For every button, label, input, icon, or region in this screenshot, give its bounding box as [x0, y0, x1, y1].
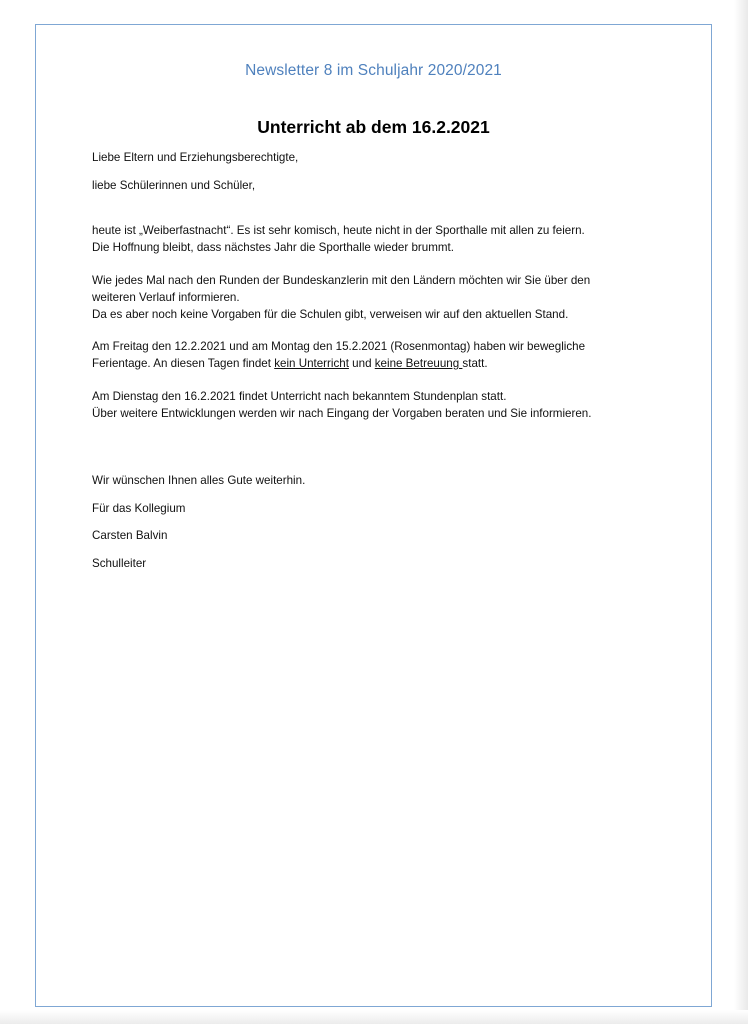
paragraph-line: Über weitere Entwicklungen werden wir nach Eingang der Vorgaben beraten und Sie informieren.: [92, 407, 592, 420]
signoff-kollegium: Für das Kollegium: [92, 502, 186, 515]
paragraph-bundeskanzlerin: [92, 272, 652, 323]
paragraph-weiberfastnacht: [92, 222, 652, 256]
page-shadow-bottom: [0, 1010, 748, 1024]
paragraph-line: Wie jedes Mal nach den Runden der Bundeskanzlerin mit den Ländern möchten wir Sie über den: [92, 274, 591, 287]
paragraph-ferientage: [92, 338, 652, 372]
paragraph-line: Am Freitag den 12.2.2021 und am Montag den 15.2.2021 (Rosenmontag) haben wir bewegliche: [92, 340, 586, 353]
paragraph-line: Am Dienstag den 16.2.2021 findet Unterricht nach bekanntem Stundenplan statt.: [92, 390, 507, 403]
paragraph-dienstag: [92, 388, 652, 422]
underlined-kein-unterricht: kein Unterricht: [274, 357, 349, 370]
paragraph-line: [92, 355, 652, 372]
newsletter-header: Newsletter 8 im Schuljahr 2020/2021: [245, 62, 502, 79]
closing-wishes: Wir wünschen Ihnen alles Gute weiterhin.: [92, 474, 306, 487]
paragraph-line: Da es aber noch keine Vorgaben für die Schulen gibt, verweisen wir auf den aktuellen Stand.: [92, 308, 569, 321]
salutation-students: liebe Schülerinnen und Schüler,: [92, 179, 256, 192]
salutation-parents: Liebe Eltern und Erziehungsberechtigte,: [92, 151, 299, 164]
paragraph-line: Die Hoffnung bleibt, dass nächstes Jahr die Sporthalle wieder brummt.: [92, 241, 454, 254]
underlined-keine-betreuung: keine Betreuung: [374, 357, 463, 370]
document-title: Unterricht ab dem 16.2.2021: [257, 117, 490, 137]
page-shadow-right: [734, 0, 748, 1024]
paragraph-line: weiteren Verlauf informieren.: [92, 291, 240, 304]
signer-role: Schulleiter: [92, 557, 147, 570]
text-fragment: statt.: [462, 357, 488, 370]
signer-name: Carsten Balvin: [92, 529, 168, 542]
text-fragment: Ferientage. An diesen Tagen findet: [92, 357, 275, 370]
text-fragment: und: [348, 357, 375, 370]
paragraph-line: heute ist „Weiberfastnacht“. Es ist sehr komisch, heute nicht in der Sporthalle mit allen zu feiern.: [92, 224, 585, 237]
